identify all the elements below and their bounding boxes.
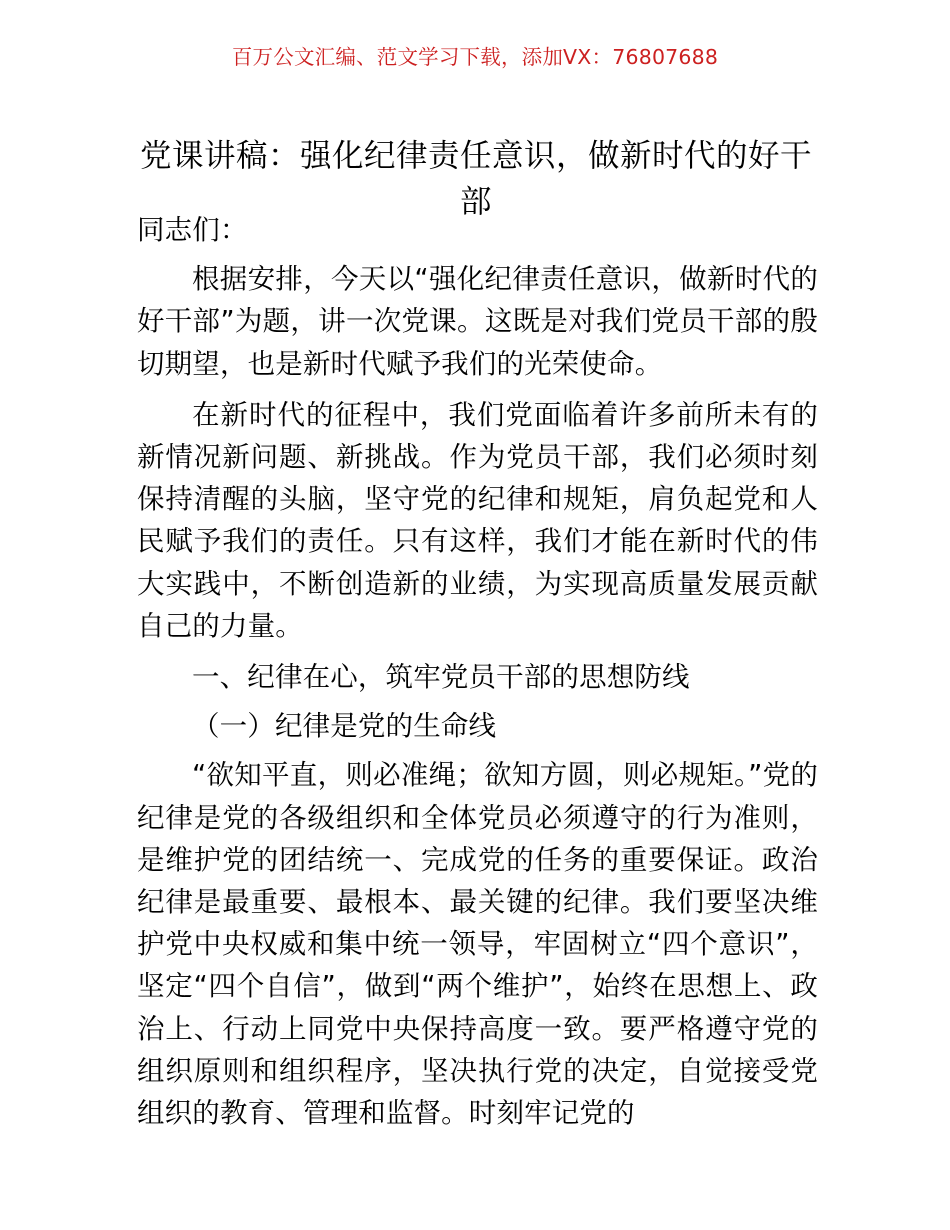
promo-header-text: 百万公文汇编、范文学习下载，添加VX：76807688 bbox=[231, 45, 719, 69]
spacer bbox=[137, 385, 818, 394]
paragraph-intro-2: 在新时代的征程中，我们党面临着许多前所未有的新情况新问题、新挑战。作为党员干部，我们必须时刻保持清醒的头脑，坚守党的纪律和规矩，肩负起党和人民赋予我们的责任。只有这样，我们才能在新时代的伟大实践中，不断创造新的业绩，为实现高质量发展贡献自己的力量。 bbox=[137, 398, 818, 642]
document-title: 党课讲稿：强化纪律责任意识，做新时代的好干部 bbox=[139, 138, 812, 221]
spacer bbox=[137, 647, 818, 656]
paragraph-intro-1: 根据安排，今天以“强化纪律责任意识，做新时代的好干部”为题，讲一次党课。这既是对我们党员干部的殷切期望，也是新时代赋予我们的光荣使命。 bbox=[137, 263, 818, 380]
spacer bbox=[137, 251, 818, 258]
heading-section-1: 一、纪律在心，筑牢党员干部的思想防线 bbox=[192, 661, 690, 694]
document-body bbox=[137, 209, 818, 1134]
heading-subsection-1-1: （一）纪律是党的生命线 bbox=[192, 710, 497, 743]
spacer bbox=[137, 747, 818, 754]
paragraph-section-1-body: “欲知平直，则必准绳；欲知方圆，则必规矩。”党的纪律是党的各级组织和全体党员必须遵守的行为准则，是维护党的团结统一、完成党的任务的重要保证。政治纪律是最重要、最根本、最关键的纪律。我们要坚决维护党中央权威和集中统一领导，牢固树立“四个意识”，坚定“四个自信”，做到“两个维护”，始终在思想上、政治上、行动上同党中央保持高度一致。要严格遵守党的组织原则和组织程序，坚决执行党的决定，自觉接受党组织的教育、管理和监督。时刻牢记党的 bbox=[137, 759, 818, 1130]
salutation: 同志们： bbox=[137, 214, 248, 246]
spacer bbox=[137, 698, 818, 705]
